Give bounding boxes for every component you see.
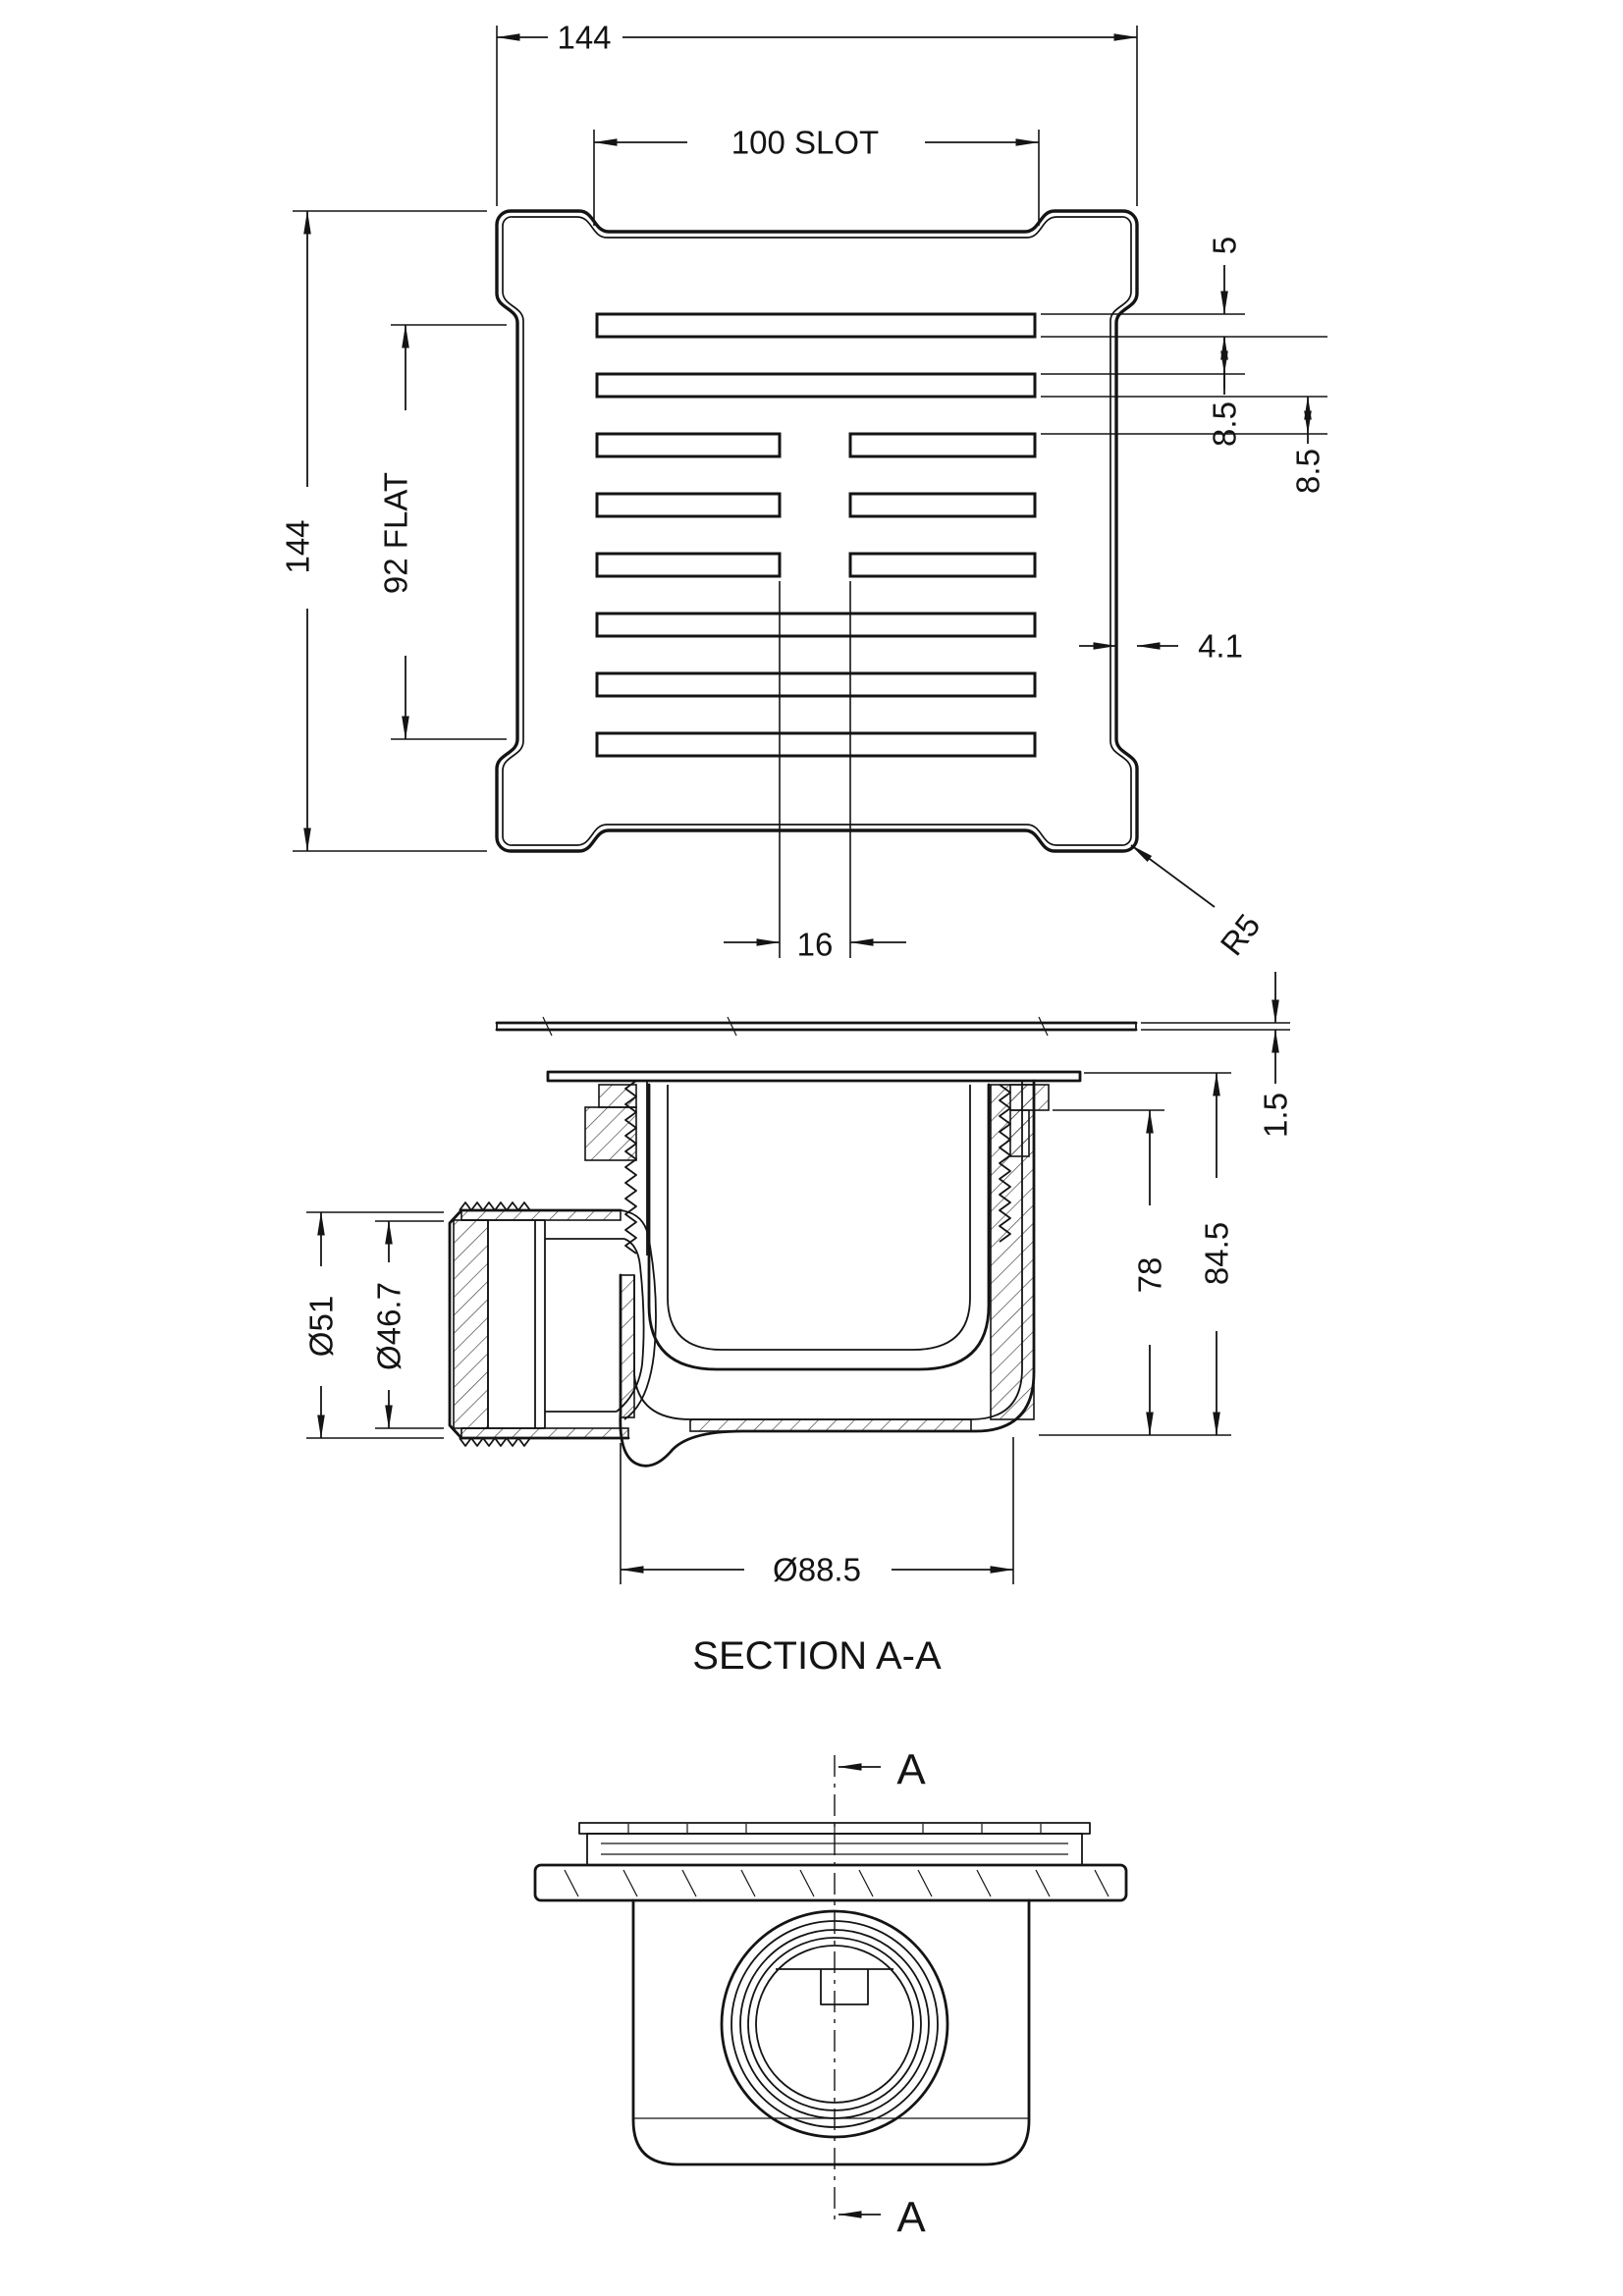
dim-inner-height-label: 78 (1131, 1256, 1168, 1294)
bottom-outlet-circles (722, 1911, 947, 2137)
slot-row-3-left (597, 434, 780, 456)
dim-gap2-label: 8.5 (1289, 449, 1326, 494)
slot-row-8 (597, 733, 1035, 756)
slot-row-2 (597, 374, 1035, 397)
slot-row-4-right (850, 494, 1035, 516)
slot-row-4-left (597, 494, 780, 516)
section-body (450, 1072, 1080, 1466)
dim-body-height (1039, 1073, 1235, 1435)
dim-flat (378, 325, 507, 739)
dim-body-height-label: 84.5 (1198, 1221, 1235, 1286)
dim-slot-height-label: 5 (1206, 236, 1243, 255)
dim-width-label: 144 (557, 19, 612, 56)
dim-pipe-id (371, 1221, 444, 1428)
dim-radius (1131, 845, 1268, 962)
dim-body-od-label: Ø88.5 (773, 1551, 861, 1588)
section-left-wall (621, 1275, 634, 1417)
section-label-top: A (896, 1745, 926, 1794)
slot-row-1 (597, 314, 1035, 337)
slot-row-5-left (597, 554, 780, 576)
dim-gap1-label: 8.5 (1206, 401, 1243, 447)
slot-row-7 (597, 673, 1035, 696)
section-label-bottom: A (896, 2193, 926, 2242)
bottom-flange-stack (535, 1823, 1126, 1900)
dim-web (724, 581, 906, 963)
section-clamp-left-step (599, 1085, 636, 1107)
dim-plate-thickness-label: 1.5 (1257, 1093, 1294, 1138)
dim-pipe-od-label: Ø51 (302, 1295, 340, 1358)
grate-slots (597, 314, 1035, 756)
dim-height-label: 144 (279, 519, 316, 574)
dim-slot-label: 100 SLOT (730, 124, 880, 161)
bottom-body-outline (633, 1900, 1029, 2164)
dim-gap-1 (1041, 337, 1245, 447)
dim-pipe-id-label: Ø46.7 (370, 1282, 407, 1370)
section-view (303, 972, 1294, 1678)
section-arrow-top (839, 1745, 926, 1793)
section-caption: SECTION A-A (692, 1634, 942, 1678)
section-arrow-bottom (839, 2193, 926, 2241)
slot-row-3-right (850, 434, 1035, 456)
section-clamp-right (1010, 1085, 1049, 1110)
dim-slot-width (594, 125, 1039, 226)
dim-slot-height (1041, 237, 1327, 389)
dim-lip (1079, 628, 1243, 665)
section-bottom-wall (690, 1419, 971, 1431)
dim-overall-width (497, 20, 1137, 206)
dim-radius-label: R5 (1213, 907, 1268, 963)
slot-row-6 (597, 614, 1035, 636)
section-flange (548, 1072, 1080, 1081)
dim-inner-height (1053, 1110, 1168, 1435)
slot-row-5-right (850, 554, 1035, 576)
dim-flat-label: 92 FLAT (377, 471, 414, 595)
top-view (280, 20, 1327, 963)
dim-body-od (621, 1437, 1013, 1588)
bottom-view (535, 1745, 1126, 2241)
dim-gap-2 (1041, 397, 1327, 494)
section-grate-plate (497, 1017, 1136, 1036)
dim-web-label: 16 (796, 926, 834, 963)
dim-lip-label: 4.1 (1198, 627, 1243, 665)
section-clamp-right-step (1010, 1110, 1029, 1156)
